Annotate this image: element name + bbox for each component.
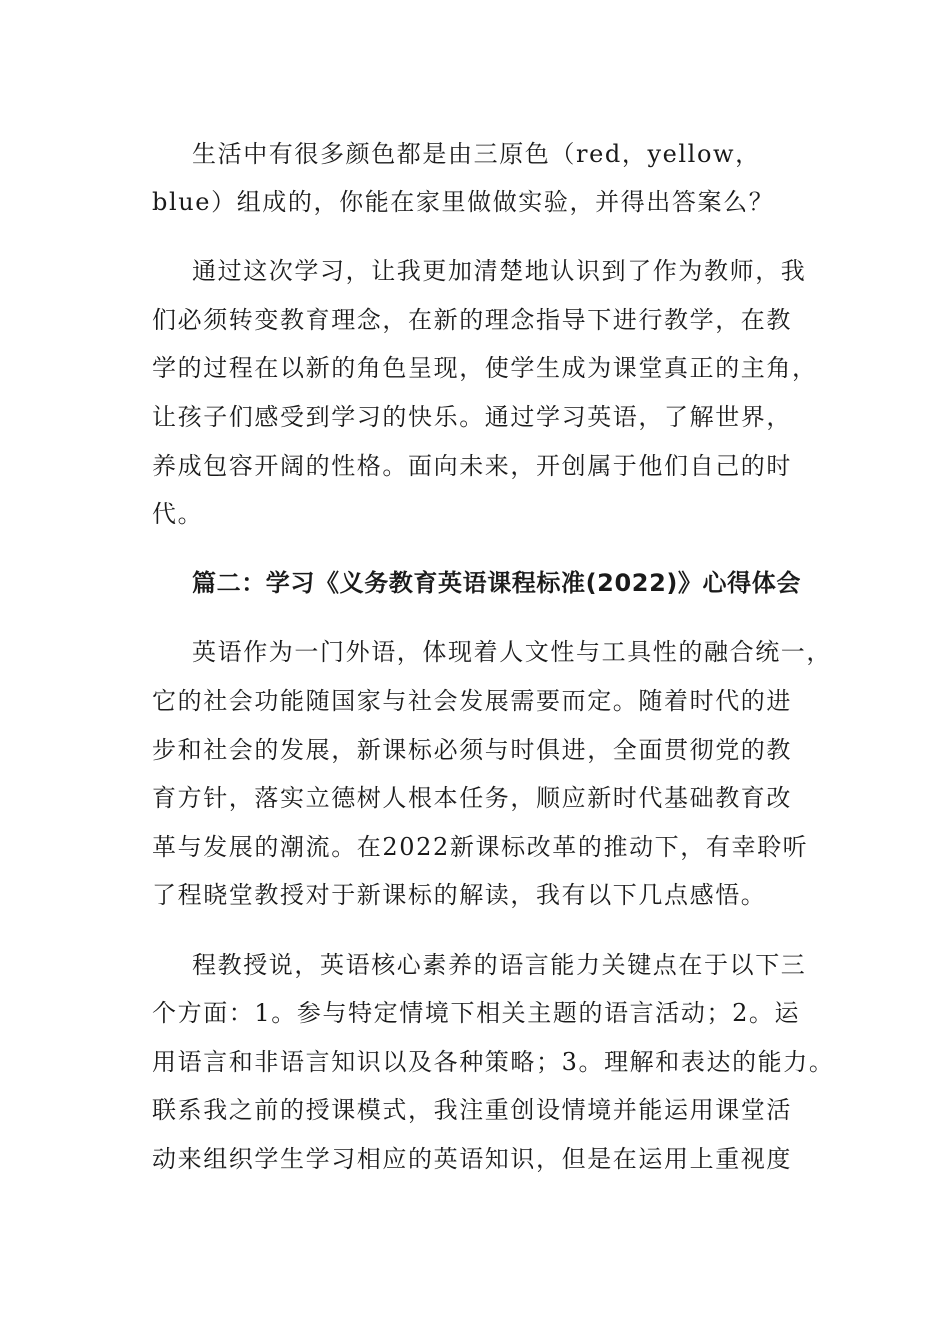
paragraph-2-line-4: 让孩子们感受到学习的快乐。通过学习英语，了解世界，	[152, 403, 792, 431]
paragraph-4-line-4: 联系我之前的授课模式，我注重创设情境并能运用课堂活	[152, 1096, 792, 1124]
paragraph-3-line-3: 步和社会的发展，新课标必须与时俱进，全面贯彻党的教	[152, 736, 792, 764]
paragraph-4-line-3: 用语言和非语言知识以及各种策略；3。理解和表达的能力。	[152, 1048, 835, 1076]
paragraph-2-line-2: 们必须转变教育理念，在新的理念指导下进行教学，在教	[152, 306, 792, 334]
paragraph-3-line-5: 革与发展的潮流。在2022新课标改革的推动下，有幸聆听	[152, 833, 809, 861]
paragraph-3-line-2: 它的社会功能随国家与社会发展需要而定。随着时代的进	[152, 687, 792, 715]
paragraph-4-line-1: 程教授说，英语核心素养的语言能力关键点在于以下三	[192, 951, 807, 979]
paragraph-4-line-5: 动来组织学生学习相应的英语知识，但是在运用上重视度	[152, 1145, 792, 1173]
paragraph-3-line-1: 英语作为一门外语，体现着人文性与工具性的融合统一，	[192, 638, 832, 666]
paragraph-3-line-4: 育方针，落实立德树人根本任务，顺应新时代基础教育改	[152, 784, 792, 812]
section-heading: 篇二：学习《义务教育英语课程标准(2022)》心得体会	[192, 569, 801, 597]
paragraph-2-line-5: 养成包容开阔的性格。面向未来，开创属于他们自己的时	[152, 452, 792, 480]
paragraph-1-line-1: 生活中有很多颜色都是由三原色（red，yellow，	[192, 140, 761, 168]
paragraph-1-line-2: blue）组成的，你能在家里做做实验，并得出答案么？	[152, 188, 775, 216]
paragraph-2-line-6: 代。	[152, 500, 204, 528]
paragraph-2-line-1: 通过这次学习，让我更加清楚地认识到了作为教师，我	[192, 257, 807, 285]
paragraph-3-line-6: 了程晓堂教授对于新课标的解读，我有以下几点感悟。	[152, 881, 767, 909]
paragraph-4-line-2: 个方面：1。参与特定情境下相关主题的语言活动；2。运	[152, 999, 801, 1027]
paragraph-2-line-3: 学的过程在以新的角色呈现，使学生成为课堂真正的主角，	[152, 354, 818, 382]
